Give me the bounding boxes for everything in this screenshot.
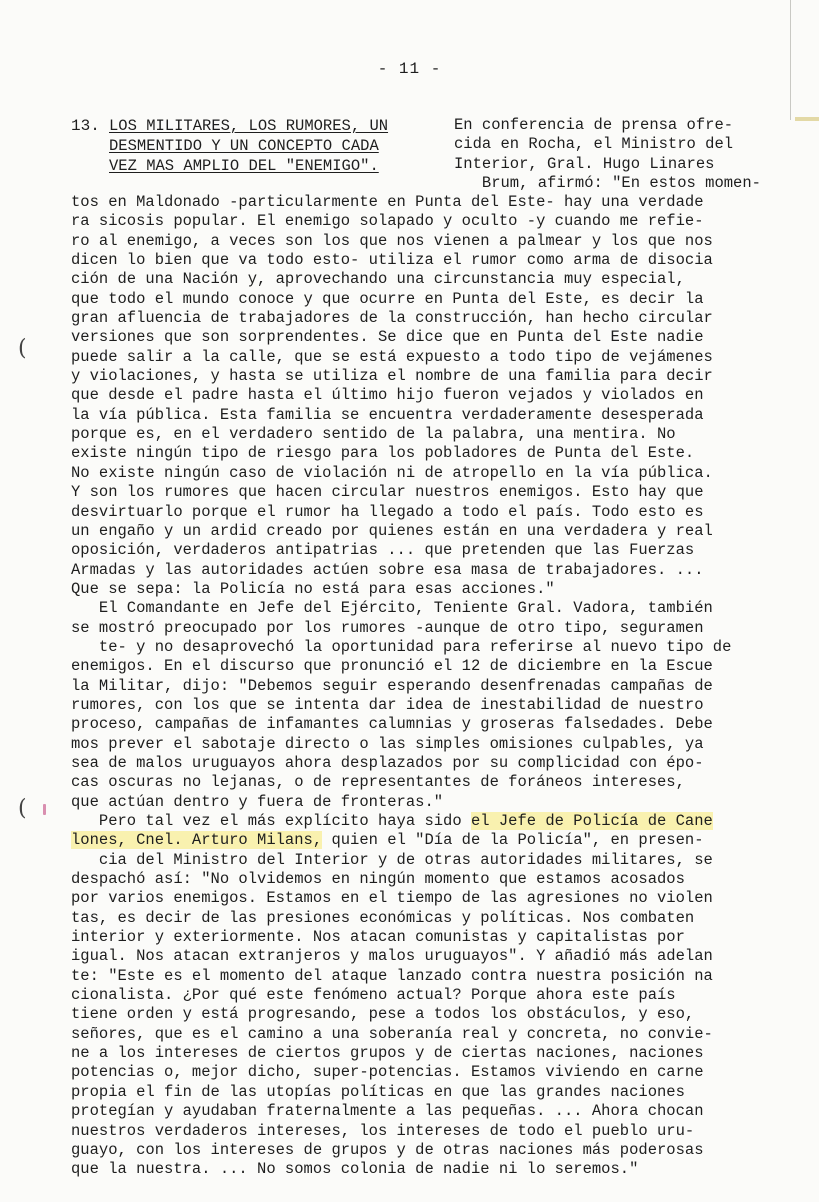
body-line: guayo, con los intereses de grupos y de otras naciones más poderosas bbox=[71, 1140, 704, 1159]
body-line: un engaño y un ardid creado por quienes están en una verdadera y real bbox=[71, 521, 713, 540]
body-line: se mostró preocupado por los rumores -aunque de otro tipo, seguramen bbox=[71, 618, 704, 637]
margin-paren-mark: ( bbox=[18, 336, 27, 361]
page-number: - 11 - bbox=[377, 60, 442, 78]
body-line: propia el fin de las utopías políticas en que las grandes naciones bbox=[71, 1082, 685, 1101]
body-line: porque es, en el verdadero sentido de la palabra, una mentira. No bbox=[71, 425, 676, 444]
section-title-line: DESMENTIDO Y UN CONCEPTO CADA bbox=[109, 137, 379, 155]
body-line: tas, es decir de las presiones económicas y políticas. Nos combaten bbox=[71, 908, 695, 927]
intro-line: En conferencia de prensa ofre- bbox=[454, 116, 734, 134]
section-heading-row bbox=[71, 116, 771, 192]
body-line: interior y exteriormente. Nos atacan comunistas y capitalistas por bbox=[71, 928, 685, 947]
body-line bbox=[71, 812, 771, 831]
body-line: El Comandante en Jefe del Ejército, Teniente Gral. Vadora, también bbox=[71, 599, 713, 618]
body-line: Y son los rumores que hacen circular nuestros enemigos. Esto hay que bbox=[71, 483, 704, 502]
body-line: No existe ningún caso de violación ni de atropello en la vía pública. bbox=[71, 463, 713, 482]
body-line: te: "Este es el momento del ataque lanzado contra nuestra posición na bbox=[71, 966, 713, 985]
body-line: ro al enemigo, a veces son los que nos vienen a palmear y los que nos bbox=[71, 231, 713, 250]
section-title bbox=[109, 116, 469, 176]
body-line: existe ningún tipo de riesgo para los pobladores de Punta del Este. bbox=[71, 444, 695, 463]
intro-line: cida en Rocha, el Ministro del bbox=[454, 135, 734, 154]
body-line-segment: quien el "Día de la Policía", en presen- bbox=[322, 831, 704, 850]
section-title-line: VEZ MAS AMPLIO DEL "ENEMIGO". bbox=[109, 157, 379, 175]
body-line: nuestros verdaderos intereses, los intereses de todo el pueblo uru- bbox=[71, 1121, 695, 1140]
body-line: que todo el mundo conoce y que ocurre en Punta del Este, es decir la bbox=[71, 289, 704, 308]
body-line: puede salir a la calle, que se está expuesto a todo tipo de vejámenes bbox=[71, 347, 713, 366]
body-line: por varios enemigos. Estamos en el tiempo de las agresiones no violen bbox=[71, 889, 713, 908]
body-line: mos prever el sabotaje directo o las simples omisiones culpables, ya bbox=[71, 734, 704, 753]
body-line: señores, que es el camino a una soberanía real y concreta, no convie- bbox=[71, 1024, 713, 1043]
page-edge-tab bbox=[795, 117, 819, 121]
body-line: te- y no desaprovechó la oportunidad para referirse al nuevo tipo de bbox=[71, 637, 732, 656]
body-line: gran afluencia de trabajadores de la construcción, han hecho circular bbox=[71, 309, 713, 328]
body-line: tos en Maldonado -particularmente en Punta del Este- hay una verdade bbox=[71, 193, 704, 211]
body-line: potencias o, mejor dicho, super-potencias. Estamos viviendo en carne bbox=[71, 1063, 704, 1082]
body-line: igual. Nos atacan extranjeros y malos uruguayos". Y añadió más adelan bbox=[71, 947, 713, 966]
body-line: Armadas y las autoridades actúen sobre esa masa de trabajadores. ... bbox=[71, 560, 704, 579]
pink-margin-mark bbox=[43, 804, 46, 815]
body-line: versiones que son sorprendentes. Se dice que en Punta del Este nadie bbox=[71, 328, 704, 347]
intro-line: Brum, afirmó: "En estos momen- bbox=[454, 173, 761, 192]
body-line: cia del Ministro del Interior y de otras autoridades militares, se bbox=[71, 850, 713, 869]
body-line: que la nuestra. ... No somos colonia de nadie ni lo seremos." bbox=[71, 1160, 639, 1179]
body-line-segment: Pero tal vez el más explícito haya sido bbox=[71, 812, 471, 830]
body-line: sea de malos uruguayos ahora desplazados por su complicidad con épo- bbox=[71, 753, 704, 772]
section-number: 13. bbox=[71, 117, 100, 135]
body-line: rumores, con los que se intenta dar idea de inestabilidad de nuestro bbox=[71, 695, 704, 714]
body-line: ra sicosis popular. El enemigo solapado y oculto -y cuando me refie- bbox=[71, 212, 704, 231]
body-line: y violaciones, y hasta se utiliza el nombre de una familia para decir bbox=[71, 367, 713, 386]
body-line: ción de una Nación y, aprovechando una circunstancia muy especial, bbox=[71, 270, 685, 289]
body-line: ne a los intereses de ciertos grupos y de ciertas naciones, naciones bbox=[71, 1044, 704, 1063]
body-line bbox=[71, 831, 771, 850]
highlighted-text: lones, Cnel. Arturo Milans, bbox=[71, 831, 323, 850]
body-line: dicen lo bien que va todo esto- utiliza el rumor como arma de disocia bbox=[71, 251, 713, 270]
body-line: la vía pública. Esta familia se encuentra verdaderamente desesperada bbox=[71, 405, 704, 424]
margin-paren-mark: ( bbox=[18, 796, 27, 821]
body-line: desvirtuarlo porque el rumor ha llegado a todo el país. Todo esto es bbox=[71, 502, 704, 521]
body-line: cionalista. ¿Por qué este fenómeno actual? Porque ahora este país bbox=[71, 986, 676, 1005]
body-line: Que se sepa: la Policía no está para esas acciones." bbox=[71, 579, 555, 598]
body-line: protegían y ayudaban fraternalmente a las pequeñas. ... Ahora chocan bbox=[71, 1102, 704, 1121]
section-title-line: LOS MILITARES, LOS RUMORES, UN bbox=[109, 117, 389, 135]
body-line: que actúan dentro y fuera de fronteras." bbox=[71, 792, 444, 811]
body-line: proceso, campañas de infamantes calumnias y groseras falsedades. Debe bbox=[71, 715, 713, 734]
intro-line: Interior, Gral. Hugo Linares bbox=[454, 154, 715, 173]
body-line: oposición, verdaderos antipatrias ... que pretenden que las Fuerzas bbox=[71, 541, 695, 560]
intro-paragraph bbox=[454, 116, 774, 193]
body-line: cas oscuras no lejanas, o de representantes de foráneos intereses, bbox=[71, 773, 685, 792]
body-line: que desde el padre hasta el último hijo fueron vejados y violados en bbox=[71, 386, 704, 405]
body-line: la Militar, dijo: "Debemos seguir esperando desenfrenadas campañas de bbox=[71, 676, 713, 695]
body-text bbox=[71, 193, 771, 1180]
body-line: enemigos. En el discurso que pronunció el 12 de diciembre en la Escue bbox=[71, 657, 713, 676]
highlighted-text: el Jefe de Policía de Cane bbox=[470, 812, 713, 830]
body-line: despachó así: "No olvidemos en ningún momento que estamos acosados bbox=[71, 870, 685, 889]
body-line: tiene orden y está progresando, pese a todos los obstáculos, y eso, bbox=[71, 1005, 695, 1024]
